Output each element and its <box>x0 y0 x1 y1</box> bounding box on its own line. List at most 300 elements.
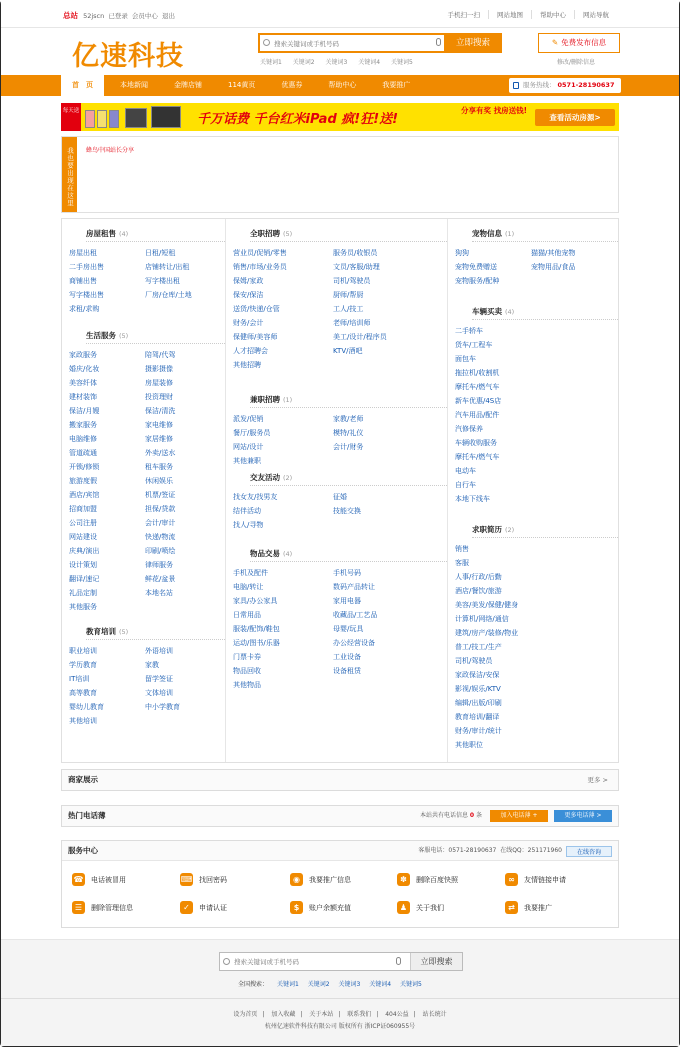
baidu-paw-icon: ✽ <box>397 873 410 886</box>
category-link[interactable]: 二手房出售 <box>69 263 104 271</box>
category-link[interactable]: 外语培训 <box>145 647 173 655</box>
main-nav <box>1 75 679 96</box>
category-link[interactable]: 快递/物流 <box>145 533 176 541</box>
category-link[interactable]: 宠物用品/食品 <box>531 263 576 271</box>
top-link-help[interactable]: 帮助中心 <box>531 10 574 19</box>
category-group <box>226 393 447 468</box>
link-icon: ∞ <box>505 873 518 886</box>
category-link[interactable]: 结伴活动 <box>233 507 261 515</box>
category-link[interactable]: 猫猫/其他宠物 <box>531 249 576 257</box>
category-link[interactable]: 家政保洁/安保 <box>455 671 500 679</box>
category-link[interactable]: 人事/行政/后勤 <box>455 573 502 581</box>
category-link[interactable]: 老师/培训师 <box>333 319 371 327</box>
category-link[interactable]: 家具/办公家具 <box>233 597 278 605</box>
phone-icon <box>513 82 519 89</box>
category-link[interactable]: 保洁/清洗 <box>145 407 176 415</box>
category-link[interactable]: 家电维修 <box>145 421 173 429</box>
category-link[interactable]: 拖拉机/收割机 <box>455 369 500 377</box>
certification-icon: ✓ <box>180 901 193 914</box>
category-link[interactable]: 手机及配件 <box>233 569 268 577</box>
category-link[interactable]: 日租/短租 <box>145 249 176 257</box>
category-link[interactable]: 搬家服务 <box>69 421 97 429</box>
category-link[interactable]: 日常用品 <box>233 611 261 619</box>
category-link[interactable]: 数码产品转让 <box>333 583 375 591</box>
broadcast-icon: ◉ <box>290 873 303 886</box>
category-link[interactable]: 司机/驾驶员 <box>455 657 493 665</box>
category-link[interactable]: 建筑/房产/装修/物业 <box>455 629 519 637</box>
category-link[interactable]: 会计/审计 <box>145 519 176 527</box>
person-icon: ♟ <box>397 901 410 914</box>
category-link[interactable]: 商铺出售 <box>69 277 97 285</box>
footer-link[interactable]: 关于本站 <box>309 1011 334 1018</box>
category-link[interactable]: 文员/客服/助理 <box>333 263 380 271</box>
category-link[interactable]: 婴幼儿教育 <box>69 703 104 711</box>
category-link[interactable]: 汽车用品/配件 <box>455 411 500 419</box>
category-link[interactable]: 本地下线车 <box>455 495 490 503</box>
category-link[interactable]: 美容/美发/保健/健身 <box>455 601 519 609</box>
category-link[interactable]: 宠物服务/配种 <box>455 277 500 285</box>
category-link[interactable]: 狗狗 <box>455 249 469 257</box>
service-item-label: 我要推广信息 <box>309 875 351 884</box>
service-item-label: 删除管理信息 <box>91 903 133 912</box>
category-link[interactable]: 财务/审计/统计 <box>455 727 502 735</box>
service-center <box>61 840 619 928</box>
category-link[interactable]: 厨师/帮厨 <box>333 291 364 299</box>
category-link[interactable]: 其他兼职 <box>233 457 261 465</box>
category-link[interactable]: 其他服务 <box>69 603 97 611</box>
footer-search-button[interactable]: 立即搜索 <box>410 953 462 970</box>
category-link[interactable]: 二手轿车 <box>455 327 483 335</box>
category-count: (4) <box>283 550 293 558</box>
category-count: (5) <box>119 332 129 340</box>
nav-yellow-pages[interactable]: 114黄页 <box>228 81 256 89</box>
category-link[interactable]: 面包车 <box>455 355 476 363</box>
category-link[interactable]: 收藏品/工艺品 <box>333 611 378 619</box>
category-link[interactable]: 翻译/速记 <box>69 575 100 583</box>
microphone-icon[interactable] <box>396 957 401 965</box>
service-item[interactable] <box>72 901 133 914</box>
product-images <box>85 106 185 128</box>
divider <box>250 407 447 408</box>
category-link[interactable]: KTV/酒吧 <box>333 347 363 355</box>
keyword-link[interactable]: 关键词5 <box>399 981 422 988</box>
category-link[interactable]: 中小学教育 <box>145 703 180 711</box>
nav-coupons[interactable]: 优惠券 <box>281 81 303 89</box>
service-phone: 客服电话：0571-28190637 <box>418 847 497 854</box>
banner-tag: 每天送 <box>61 103 81 131</box>
category-link[interactable]: 本地名站 <box>145 589 173 597</box>
category-link[interactable]: 开锁/修锁 <box>69 463 100 471</box>
phonebook-count-value: 0 <box>469 812 475 819</box>
nav-home[interactable]: 首 页 <box>61 75 104 96</box>
category-title[interactable] <box>62 227 225 241</box>
category-count: (1) <box>283 396 293 404</box>
category-title[interactable] <box>226 547 447 561</box>
service-item[interactable] <box>505 901 552 914</box>
category-link[interactable]: 高等教育 <box>69 689 97 697</box>
category-link[interactable]: 影视/娱乐/KTV <box>455 685 501 693</box>
keyword-link[interactable]: 关键词3 <box>325 59 348 66</box>
category-link[interactable]: 陪驾/代驾 <box>145 351 176 359</box>
category-link[interactable]: 招商加盟 <box>69 505 97 513</box>
service-item[interactable] <box>397 873 458 886</box>
category-column-1 <box>62 219 226 762</box>
banner-subline: 分享有奖 找房送钱! <box>460 106 528 115</box>
category-link[interactable]: 美容纤体 <box>69 379 97 387</box>
category-links <box>226 412 447 468</box>
service-item[interactable] <box>72 873 126 886</box>
section-title: 热门电话薄 <box>68 811 106 820</box>
search-button[interactable]: 立即搜索 <box>444 33 502 53</box>
phone-icon: ☎ <box>73 875 84 884</box>
notice-message[interactable]: 蜂鸟中国站长分享 <box>86 147 135 154</box>
category-link[interactable]: 会计/财务 <box>333 443 364 451</box>
category-link[interactable]: 征婚 <box>333 493 347 501</box>
category-link[interactable]: 美工/设计/程序员 <box>333 333 387 341</box>
category-link[interactable]: 酒店/餐饮/旅游 <box>455 587 502 595</box>
search-input[interactable] <box>274 37 434 50</box>
category-title-label: 交友活动 <box>250 473 280 482</box>
notice-box <box>61 136 619 213</box>
service-qq: 在线QQ：251171960 <box>500 847 562 854</box>
footer-hot-label: 全国搜索： <box>238 981 269 988</box>
top-links <box>440 10 618 19</box>
category-link[interactable]: 财务/会计 <box>233 319 264 327</box>
category-group <box>226 227 447 372</box>
keyword-link[interactable]: 关键词4 <box>358 59 381 66</box>
nav-help[interactable]: 帮助中心 <box>328 81 357 89</box>
category-links <box>226 490 447 532</box>
category-link[interactable]: 汽修保养 <box>455 425 483 433</box>
footer-search-input[interactable] <box>234 955 394 968</box>
category-title[interactable] <box>226 471 447 485</box>
promo-banner[interactable] <box>61 103 619 131</box>
keyword-link[interactable]: 关键词3 <box>338 981 361 988</box>
merchant-showcase <box>61 769 619 791</box>
site-link[interactable]: 总站 <box>63 11 78 20</box>
section-title: 商家展示 <box>68 775 98 784</box>
keyword-link[interactable]: 关键词1 <box>276 981 299 988</box>
category-link[interactable]: 家教 <box>145 661 159 669</box>
divider <box>250 561 447 562</box>
service-item[interactable] <box>180 873 227 886</box>
category-link[interactable]: 酒店/宾馆 <box>69 491 100 499</box>
top-link-nav[interactable]: 网站导航 <box>574 10 617 19</box>
phonebook-count-suffix: 条 <box>475 812 482 819</box>
category-links <box>448 246 618 288</box>
service-contact <box>418 841 562 861</box>
merchant-more-link[interactable]: 更多 > <box>587 776 608 784</box>
category-group <box>62 329 225 614</box>
category-link[interactable]: 电脑/转让 <box>233 583 264 591</box>
category-link[interactable]: 印刷/喷绘 <box>145 547 176 555</box>
category-link[interactable]: 家教/老师 <box>333 415 364 423</box>
category-link[interactable]: 技能交换 <box>333 507 361 515</box>
money-bag-icon: $ <box>290 901 303 914</box>
category-link[interactable]: 工人/技工 <box>333 305 364 313</box>
category-link[interactable]: 求租/求购 <box>69 305 100 313</box>
category-link[interactable]: 公司注册 <box>69 519 97 527</box>
category-link[interactable]: 网站/设计 <box>233 443 264 451</box>
category-link[interactable]: 自行车 <box>455 481 476 489</box>
phone-image <box>85 110 95 128</box>
category-link[interactable]: 营业员/促销/零售 <box>233 249 287 257</box>
category-link[interactable]: 编辑/出版/印刷 <box>455 699 502 707</box>
service-item[interactable] <box>505 873 566 886</box>
service-item-label: 电话被冒用 <box>91 875 126 884</box>
footer-links: 设为首页 | 加入收藏 | 关于本站 | 联系我们 | 404公益 | 站长统计 <box>233 1011 447 1018</box>
category-count: (5) <box>119 628 129 636</box>
top-link-mobile[interactable]: 手机扫一扫 <box>447 11 480 19</box>
divider <box>86 241 225 242</box>
category-group <box>448 523 618 752</box>
service-item-label: 我要推广 <box>524 903 552 912</box>
category-count: (4) <box>505 308 515 316</box>
keyword-link[interactable]: 关键词2 <box>292 59 315 66</box>
category-link[interactable]: 电脑维修 <box>69 435 97 443</box>
category-link[interactable]: 司机/驾驶员 <box>333 277 371 285</box>
category-link[interactable]: 摄影摄像 <box>145 365 173 373</box>
category-link[interactable]: 学历教育 <box>69 661 97 669</box>
logout-link[interactable]: 退出 <box>161 12 175 20</box>
add-phonebook-button[interactable]: 加入电话薄 + <box>490 810 548 822</box>
category-link[interactable]: 模特/礼仪 <box>333 429 364 437</box>
service-header <box>62 841 618 861</box>
category-title-label: 求职简历 <box>472 525 502 534</box>
category-group <box>448 227 618 288</box>
category-link[interactable]: 留学签证 <box>145 675 173 683</box>
service-item-label: 申请认证 <box>199 903 227 912</box>
divider <box>472 241 618 242</box>
category-link[interactable]: 客服 <box>455 559 469 567</box>
service-grid <box>62 861 618 929</box>
more-phonebook-button[interactable]: 更多电话薄 > <box>554 810 612 822</box>
phonebook-count-prefix: 本站共有电话信息 <box>419 812 468 819</box>
category-link[interactable]: 保姆/家政 <box>233 277 264 285</box>
category-group <box>62 227 225 316</box>
category-link[interactable]: 其他培训 <box>69 717 97 725</box>
online-consult-button[interactable]: 在线咨询 <box>566 846 612 857</box>
category-count: (2) <box>505 526 515 534</box>
category-link[interactable]: 管道疏通 <box>69 449 97 457</box>
phonebook-count <box>420 806 482 826</box>
category-link[interactable]: 货车/工程车 <box>455 341 493 349</box>
category-title-label: 物品交易 <box>250 549 280 558</box>
category-link[interactable]: 房屋装修 <box>145 379 173 387</box>
footer-link[interactable]: 404公益 <box>385 1011 409 1018</box>
category-link[interactable]: 电动车 <box>455 467 476 475</box>
category-link[interactable]: 新车优惠/4S店 <box>455 397 502 405</box>
nav-promote[interactable]: 我要推广 <box>382 81 411 89</box>
category-link[interactable]: 摩托车/燃气车 <box>455 383 500 391</box>
divider <box>86 639 225 640</box>
category-link[interactable]: 销售 <box>455 545 469 553</box>
category-links <box>448 542 618 752</box>
service-item[interactable] <box>180 901 227 914</box>
footer-search-box <box>219 952 463 971</box>
category-link[interactable]: 保洁/月嫂 <box>69 407 100 415</box>
category-link[interactable]: 车辆收购服务 <box>455 439 497 447</box>
category-link[interactable]: 工业设备 <box>333 653 361 661</box>
category-title-label: 房屋租售 <box>86 229 116 238</box>
category-link[interactable]: 机票/签证 <box>145 491 176 499</box>
share-icon: ⇄ <box>505 901 518 914</box>
view-activity-button[interactable]: 查看活动房源> <box>535 109 615 126</box>
keyword-link[interactable]: 关键词1 <box>260 59 282 66</box>
member-center-link[interactable]: 会员中心 <box>131 12 158 20</box>
category-link[interactable]: 写字楼出租 <box>145 277 180 285</box>
category-link[interactable]: 物品回收 <box>233 667 261 675</box>
category-title-label: 宠物信息 <box>472 229 502 238</box>
category-link[interactable]: 外卖/送水 <box>145 449 176 457</box>
username: 52jscn <box>83 12 105 20</box>
category-link[interactable]: 办公经营设备 <box>333 639 375 647</box>
category-link[interactable]: 服务员/收银员 <box>333 249 378 257</box>
hot-keywords <box>260 57 422 66</box>
category-links <box>226 566 447 692</box>
category-count: (4) <box>119 230 129 238</box>
login-status: 已登录 <box>108 12 128 20</box>
category-link[interactable]: 投资理财 <box>145 393 173 401</box>
category-title-label: 生活服务 <box>86 331 116 340</box>
category-link[interactable]: 设计策划 <box>69 561 97 569</box>
category-title[interactable] <box>448 227 618 241</box>
divider <box>86 343 225 344</box>
category-link[interactable]: 找人/寻物 <box>233 521 264 529</box>
category-count: (2) <box>283 474 293 482</box>
category-group <box>62 625 225 728</box>
category-link[interactable]: 职业培训 <box>69 647 97 655</box>
category-link[interactable]: 家政服务 <box>69 351 97 359</box>
category-link[interactable]: 旅游度假 <box>69 477 97 485</box>
hot-phonebook <box>61 805 619 827</box>
footer-link[interactable]: 设为首页 <box>233 1011 258 1018</box>
category-title-label: 兼职招聘 <box>250 395 280 404</box>
divider <box>250 485 447 486</box>
category-link[interactable]: 婚庆/化妆 <box>69 365 100 373</box>
category-group <box>226 547 447 692</box>
category-link[interactable]: 计算机/网络/通信 <box>455 615 509 623</box>
category-link[interactable]: 厂房/仓库/土地 <box>145 291 192 299</box>
category-link[interactable]: 家用电器 <box>333 597 361 605</box>
category-link[interactable]: 手机号码 <box>333 569 361 577</box>
category-link[interactable]: 租车服务 <box>145 463 173 471</box>
category-link[interactable]: 写字楼出售 <box>69 291 104 299</box>
footer-link[interactable]: 联系我们 <box>347 1011 372 1018</box>
service-item[interactable] <box>290 901 351 914</box>
category-link[interactable]: 宠物免费赠送 <box>455 263 497 271</box>
category-link[interactable]: 门票卡券 <box>233 653 261 661</box>
category-link[interactable]: 担保/贷款 <box>145 505 176 513</box>
category-link[interactable]: 其他物品 <box>233 681 261 689</box>
category-link[interactable]: 摩托车/燃气车 <box>455 453 500 461</box>
category-title-label: 全职招聘 <box>250 229 280 238</box>
merchant-header <box>62 770 618 790</box>
category-title[interactable] <box>62 329 225 343</box>
category-link[interactable]: 教育培训/翻译 <box>455 713 500 721</box>
top-link-sitemap[interactable]: 网站地图 <box>488 10 531 19</box>
footer-hot-keywords <box>238 979 422 988</box>
category-link[interactable]: 保健师/美容师 <box>233 333 278 341</box>
category-link[interactable]: 庆典/演出 <box>69 547 100 555</box>
keyword-link[interactable]: 关键词5 <box>391 59 413 66</box>
category-link[interactable]: 其他职位 <box>455 741 483 749</box>
category-link[interactable]: 鲜花/盆景 <box>145 575 176 583</box>
edit-delete-link[interactable]: 修改/删除信息 <box>557 59 596 66</box>
keyboard-icon: ⌨ <box>180 875 193 884</box>
category-link[interactable]: 房屋出租 <box>69 249 97 257</box>
category-link[interactable]: 家居维修 <box>145 435 173 443</box>
category-title[interactable] <box>226 227 447 241</box>
footer-link[interactable]: 站长统计 <box>422 1011 447 1018</box>
edit-icon: ✎ <box>551 38 559 47</box>
phonebook-header <box>62 806 618 826</box>
category-link[interactable]: 文体培训 <box>145 689 173 697</box>
category-link[interactable]: 律师服务 <box>145 561 173 569</box>
category-link[interactable]: 运动/图书/乐器 <box>233 639 280 647</box>
category-link[interactable]: 保安/保洁 <box>233 291 264 299</box>
category-link[interactable]: 建材装饰 <box>69 393 97 401</box>
category-title[interactable] <box>226 393 447 407</box>
keyword-link[interactable]: 关键词4 <box>369 981 392 988</box>
category-link[interactable]: 礼品定制 <box>69 589 97 597</box>
category-link[interactable]: 派发/促销 <box>233 415 264 423</box>
footer-link[interactable]: 加入收藏 <box>271 1011 296 1018</box>
category-directory <box>61 218 619 763</box>
service-item-label: 账户余额充值 <box>309 903 351 912</box>
category-links <box>62 348 225 614</box>
category-link[interactable]: 设备租赁 <box>333 667 361 675</box>
category-link[interactable]: 母婴/玩具 <box>333 625 364 633</box>
category-group <box>448 305 618 506</box>
category-links <box>62 644 225 728</box>
category-link[interactable]: 普工/技工/生产 <box>455 643 502 651</box>
nav-local-news[interactable]: 本地新闻 <box>120 81 148 89</box>
category-link[interactable]: 休闲娱乐 <box>145 477 173 485</box>
nav-gold-stores[interactable]: 金牌店铺 <box>174 81 202 89</box>
site-logo[interactable]: 亿速科技 <box>72 41 184 72</box>
service-item[interactable] <box>290 873 351 886</box>
service-item-label: 关于我们 <box>416 903 444 912</box>
publish-button[interactable] <box>538 33 620 53</box>
category-link[interactable]: 销售/市场/业务员 <box>233 263 287 271</box>
service-item[interactable] <box>397 901 444 914</box>
category-link[interactable]: 送货/快递/仓管 <box>233 305 280 313</box>
advertise-here-label[interactable]: 我也要出现在这里 <box>62 137 77 212</box>
category-link[interactable]: 餐厅/服务员 <box>233 429 271 437</box>
category-title[interactable] <box>448 523 618 537</box>
category-title[interactable] <box>448 305 618 319</box>
category-link[interactable]: 人才招聘会 <box>233 347 268 355</box>
category-title-label: 车辆买卖 <box>472 307 502 316</box>
category-link[interactable]: IT培训 <box>69 675 90 683</box>
category-link[interactable]: 服装/配饰/鞋包 <box>233 625 280 633</box>
top-bar <box>1 0 679 28</box>
laptop-image <box>151 106 181 128</box>
microphone-icon[interactable] <box>436 38 441 46</box>
search-icon <box>223 958 230 965</box>
divider <box>250 241 447 242</box>
category-link[interactable]: 网站建设 <box>69 533 97 541</box>
keyword-link[interactable]: 关键词2 <box>307 981 330 988</box>
category-link[interactable]: 其他招聘 <box>233 361 261 369</box>
category-title[interactable] <box>62 625 225 639</box>
category-link[interactable]: 店铺转让/出租 <box>145 263 190 271</box>
user-status <box>63 10 177 21</box>
category-link[interactable]: 找女友/找男友 <box>233 493 278 501</box>
tablet-image <box>125 108 147 128</box>
category-count: (1) <box>505 230 515 238</box>
